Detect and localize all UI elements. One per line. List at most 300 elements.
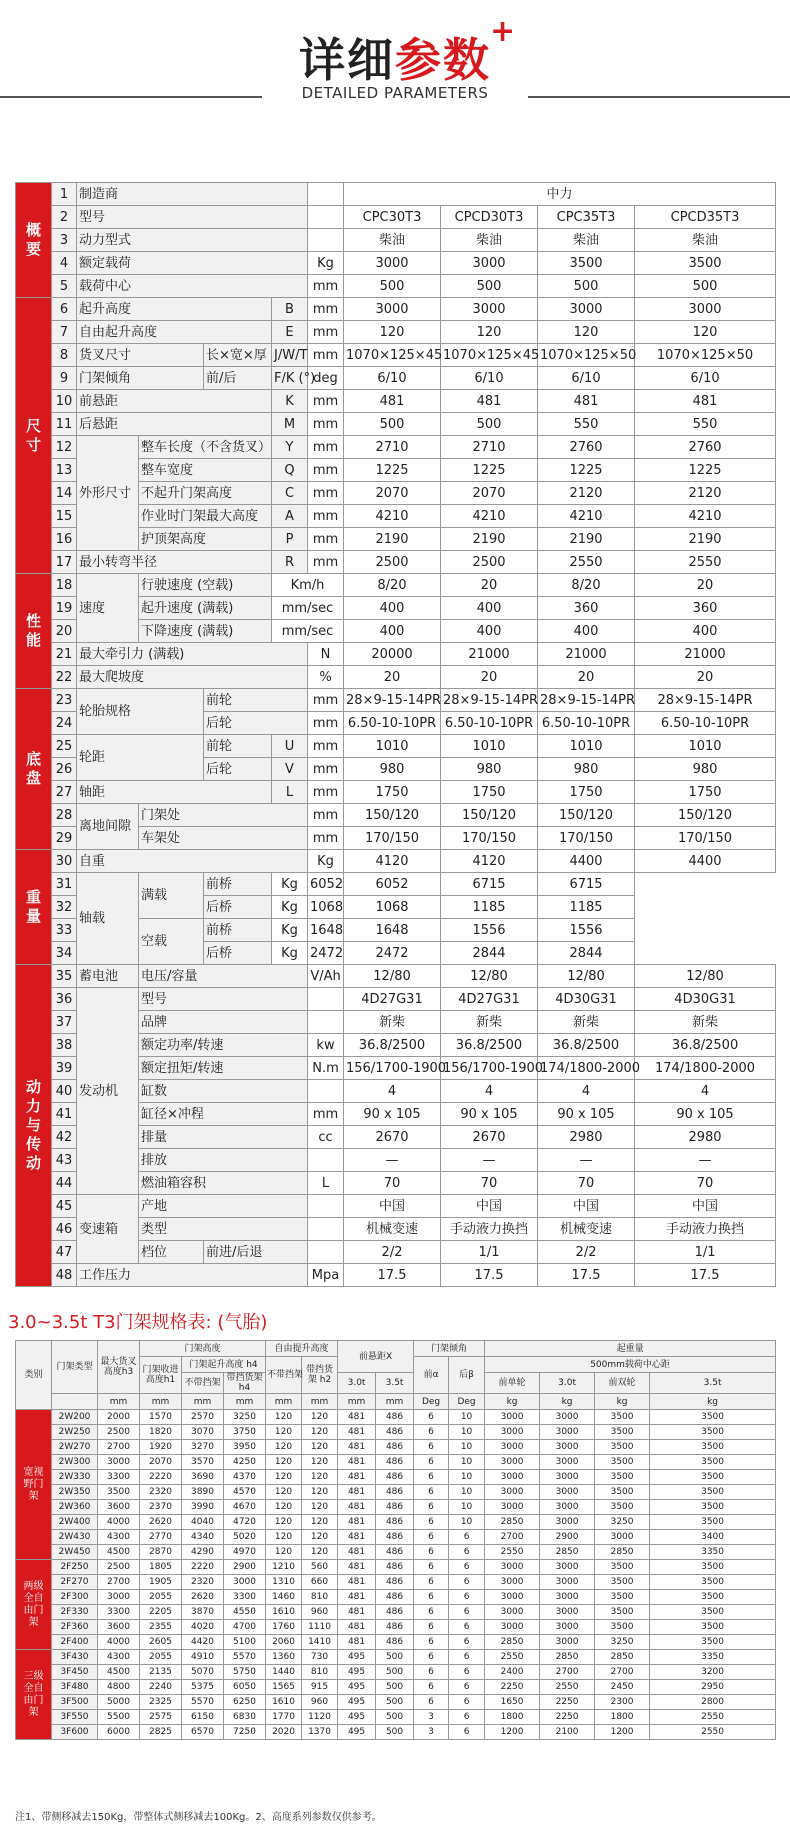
unit-cell: mm/sec (272, 597, 344, 620)
value-cell: CPCD30T3 (441, 206, 538, 229)
mast-row (16, 1425, 776, 1440)
mast-row (16, 1650, 776, 1665)
value-cell: 1648 (308, 919, 344, 942)
value-cell: 28×9-15-14PR (635, 689, 776, 712)
mast-value: 2055 (140, 1650, 182, 1665)
param-label: 起升速度 (满载) (139, 597, 272, 620)
mast-value: 2250 (540, 1695, 595, 1710)
mast-value: 3990 (182, 1500, 224, 1515)
value-cell: 20 (538, 666, 635, 689)
mast-value: 481 (338, 1575, 376, 1590)
mast-value: 6 (414, 1560, 449, 1575)
mast-value: 3500 (650, 1410, 776, 1425)
value-cell: 机械变速 (538, 1218, 635, 1241)
mast-value: 6 (414, 1545, 449, 1560)
mast-value: 486 (376, 1560, 414, 1575)
value-cell: 500 (344, 413, 441, 436)
mast-value: 3500 (650, 1605, 776, 1620)
mast-value: 4300 (98, 1530, 140, 1545)
mast-value: 2020 (266, 1725, 302, 1740)
value-cell: 156/1700-1900 (344, 1057, 441, 1080)
mast-value: 3500 (595, 1605, 650, 1620)
mast-value: 6 (414, 1695, 449, 1710)
mast-value: 1410 (302, 1635, 338, 1650)
mast-value: 810 (302, 1590, 338, 1605)
mast-value: 6 (449, 1635, 485, 1650)
value-cell: 手动液力换挡 (635, 1218, 776, 1241)
mast-value: 481 (338, 1560, 376, 1575)
mast-value: 3000 (485, 1455, 540, 1470)
mast-value: 2060 (266, 1635, 302, 1650)
mast-value: 6 (449, 1680, 485, 1695)
row-number: 30 (52, 850, 77, 873)
row-number: 20 (52, 620, 77, 643)
category-label: 重量 (16, 850, 52, 965)
mast-value: 481 (338, 1425, 376, 1440)
value-cell: 2070 (441, 482, 538, 505)
mast-value: 481 (338, 1515, 376, 1530)
row-number: 11 (52, 413, 77, 436)
value-cell: 4210 (538, 505, 635, 528)
unit-cell: mm (308, 275, 344, 298)
param-label: 轮距 (77, 735, 204, 781)
value-cell: 90 x 105 (635, 1103, 776, 1126)
value-cell: 6.50-10-10PR (441, 712, 538, 735)
value-cell: 90 x 105 (441, 1103, 538, 1126)
mast-row (16, 1440, 776, 1455)
row-number: 35 (52, 965, 77, 988)
value-cell: 500 (441, 413, 538, 436)
value-cell: 150/120 (538, 804, 635, 827)
mast-value: 500 (376, 1680, 414, 1695)
mast-value: 2700 (595, 1665, 650, 1680)
mast-value: 4000 (98, 1515, 140, 1530)
unit-cell: mm (338, 1394, 376, 1410)
unit-cell (308, 1241, 344, 1264)
header-with-guard: 带挡货架 h4 (224, 1373, 266, 1394)
unit-cell: kg (650, 1394, 776, 1410)
mast-value: 3000 (540, 1470, 595, 1485)
mast-value: 5070 (182, 1665, 224, 1680)
value-cell: 21000 (538, 643, 635, 666)
symbol-cell: C (272, 482, 308, 505)
mast-value: 10 (449, 1515, 485, 1530)
mast-value: 486 (376, 1470, 414, 1485)
mast-value: 3500 (650, 1590, 776, 1605)
value-cell: 550 (538, 413, 635, 436)
value-cell: 170/150 (344, 827, 441, 850)
mast-value: 2325 (140, 1695, 182, 1710)
value-cell: 3000 (441, 252, 538, 275)
spec-row (16, 344, 776, 367)
spec-row (16, 229, 776, 252)
param-label: 长×宽×厚 (204, 344, 272, 367)
mast-row (16, 1530, 776, 1545)
value-cell: 2500 (441, 551, 538, 574)
mast-value: 486 (376, 1410, 414, 1425)
mast-value: 2500 (98, 1560, 140, 1575)
value-cell: 1010 (344, 735, 441, 758)
value-cell: 6.50-10-10PR (635, 712, 776, 735)
param-label: 额定载荷 (77, 252, 308, 275)
mast-value: 10 (449, 1425, 485, 1440)
mast-value: 2850 (595, 1545, 650, 1560)
value-cell: 70 (635, 1172, 776, 1195)
mast-value: 3000 (485, 1485, 540, 1500)
mast-group-label: 两级全自由门架 (16, 1560, 52, 1650)
mast-model: 2F250 (52, 1560, 98, 1575)
value-cell: 481 (344, 390, 441, 413)
value-cell: 500 (538, 275, 635, 298)
mast-value: 3000 (540, 1575, 595, 1590)
header-load: 起重量 (485, 1341, 776, 1357)
row-number: 1 (52, 183, 77, 206)
value-cell: 17.5 (344, 1264, 441, 1287)
mast-value: 6 (414, 1530, 449, 1545)
mast-value: 10 (449, 1470, 485, 1485)
row-number: 5 (52, 275, 77, 298)
category-label: 性能 (16, 574, 52, 689)
value-cell: 1750 (441, 781, 538, 804)
mast-value: 2850 (540, 1650, 595, 1665)
value-cell: — (344, 1149, 441, 1172)
value-cell: 2/2 (344, 1241, 441, 1264)
value-cell: 1070×125×45 (441, 344, 538, 367)
value-cell: 28×9-15-14PR (441, 689, 538, 712)
mast-value: 6570 (182, 1725, 224, 1740)
value-cell: 500 (441, 275, 538, 298)
spec-row (16, 367, 776, 390)
param-label: 品牌 (139, 1011, 308, 1034)
value-cell: 4D30G31 (538, 988, 635, 1011)
param-label: 最大爬坡度 (77, 666, 308, 689)
unit-cell: kw (308, 1034, 344, 1057)
unit-cell: mm (308, 551, 344, 574)
unit-cell: mm (308, 459, 344, 482)
mast-value: 481 (338, 1440, 376, 1455)
mast-value: 500 (376, 1650, 414, 1665)
mast-value: 5750 (224, 1665, 266, 1680)
mast-value: 500 (376, 1710, 414, 1725)
value-cell: 4 (635, 1080, 776, 1103)
value-cell: 机械变速 (344, 1218, 441, 1241)
spec-row (16, 1264, 776, 1287)
unit-cell: mm (308, 482, 344, 505)
value-cell: 360 (538, 597, 635, 620)
mast-value: 3500 (650, 1500, 776, 1515)
row-number: 23 (52, 689, 77, 712)
row-number: 33 (52, 919, 77, 942)
value-cell: 3500 (635, 252, 776, 275)
unit-cell: L (308, 1172, 344, 1195)
mast-value: 5500 (98, 1710, 140, 1725)
value-cell: 36.8/2500 (538, 1034, 635, 1057)
value-cell: 28×9-15-14PR (344, 689, 441, 712)
unit-cell: kg (595, 1394, 650, 1410)
mast-value: 1760 (266, 1620, 302, 1635)
mast-model: 3F430 (52, 1650, 98, 1665)
unit-cell: N.m (308, 1057, 344, 1080)
mast-value: 1460 (266, 1590, 302, 1605)
mast-value: 495 (338, 1710, 376, 1725)
row-number: 28 (52, 804, 77, 827)
mast-value: 486 (376, 1545, 414, 1560)
mast-value: 500 (376, 1665, 414, 1680)
mast-value: 5020 (224, 1530, 266, 1545)
unit-cell: mm (98, 1394, 140, 1410)
row-number: 12 (52, 436, 77, 459)
mast-value: 120 (302, 1500, 338, 1515)
mast-value: 3500 (650, 1440, 776, 1455)
mast-value: 6 (414, 1680, 449, 1695)
value-cell: CPC30T3 (344, 206, 441, 229)
value-cell: 980 (538, 758, 635, 781)
header-mast-type: 门架类型 (52, 1341, 98, 1394)
header-single-3t: 3.0t (540, 1373, 595, 1394)
param-label: 电压/容量 (139, 965, 308, 988)
mast-group-label: 宽视野门架 (16, 1410, 52, 1560)
mast-value: 6 (449, 1545, 485, 1560)
mast-value: 2620 (140, 1515, 182, 1530)
mast-value: 3300 (98, 1605, 140, 1620)
mast-value: 4020 (182, 1620, 224, 1635)
mast-value: 2850 (540, 1545, 595, 1560)
mast-value: 6 (414, 1470, 449, 1485)
value-cell: 28×9-15-14PR (538, 689, 635, 712)
mast-value: 3500 (595, 1500, 650, 1515)
param-label: 前轮 (204, 689, 308, 712)
mast-value: 6830 (224, 1710, 266, 1725)
value-cell: 150/120 (344, 804, 441, 827)
value-cell: 2710 (344, 436, 441, 459)
value-cell: 3500 (538, 252, 635, 275)
row-number: 18 (52, 574, 77, 597)
param-label: 载荷中心 (77, 275, 308, 298)
mast-value: 2135 (140, 1665, 182, 1680)
unit-cell (308, 1195, 344, 1218)
mast-row (16, 1455, 776, 1470)
mast-value: 4700 (224, 1620, 266, 1635)
unit-cell (308, 988, 344, 1011)
value-cell: 1225 (344, 459, 441, 482)
mast-value: 6 (414, 1410, 449, 1425)
mast-value: 3000 (540, 1560, 595, 1575)
spec-row (16, 643, 776, 666)
mast-value: 3000 (540, 1620, 595, 1635)
value-cell: 20 (441, 574, 538, 597)
mast-value: 5570 (224, 1650, 266, 1665)
mast-value: 2500 (98, 1425, 140, 1440)
header-h3: 最大货叉高度h3 (98, 1341, 140, 1394)
mast-row (16, 1680, 776, 1695)
value-cell: 170/150 (538, 827, 635, 850)
mast-value: 6 (449, 1710, 485, 1725)
mast-model: 2W400 (52, 1515, 98, 1530)
mast-value: 2900 (224, 1560, 266, 1575)
value-cell: 4210 (441, 505, 538, 528)
mast-value: 4500 (98, 1545, 140, 1560)
mast-model: 2W250 (52, 1425, 98, 1440)
mast-value: 6 (449, 1650, 485, 1665)
param-label: 空载 (139, 919, 204, 965)
symbol-cell: U (272, 735, 308, 758)
mast-value: 5375 (182, 1680, 224, 1695)
row-number: 6 (52, 298, 77, 321)
mast-value: 2700 (540, 1665, 595, 1680)
mast-value: 10 (449, 1410, 485, 1425)
param-label: 门架倾角 (77, 367, 204, 390)
mast-value: 3000 (540, 1440, 595, 1455)
mast-value: 3350 (650, 1650, 776, 1665)
mast-value: 2400 (485, 1665, 540, 1680)
value-cell: 2472 (344, 942, 441, 965)
unit-cell: mm (308, 735, 344, 758)
value-cell: 90 x 105 (344, 1103, 441, 1126)
mast-value: 3000 (540, 1590, 595, 1605)
mast-value: 6 (449, 1605, 485, 1620)
param-label: 货叉尺寸 (77, 344, 204, 367)
value-cell: CPC35T3 (538, 206, 635, 229)
mast-value: 120 (266, 1500, 302, 1515)
value-cell: 90 x 105 (538, 1103, 635, 1126)
unit-cell: mm (308, 712, 344, 735)
value-cell: 1070×125×45 (344, 344, 441, 367)
value-cell: 1648 (344, 919, 441, 942)
mast-value: 3500 (650, 1470, 776, 1485)
mast-model: 2W200 (52, 1410, 98, 1425)
unit-cell: mm (308, 1103, 344, 1126)
mast-value: 6 (414, 1635, 449, 1650)
mast-value: 4420 (182, 1635, 224, 1650)
param-label: 离地间隙 (77, 804, 139, 850)
unit-cell (308, 1218, 344, 1241)
value-cell: 2190 (635, 528, 776, 551)
row-number: 36 (52, 988, 77, 1011)
spec-row (16, 183, 776, 206)
value-cell: — (441, 1149, 538, 1172)
mast-value: 3 (414, 1710, 449, 1725)
spec-row (16, 873, 776, 896)
unit-cell (308, 183, 344, 206)
mast-value: 2320 (182, 1575, 224, 1590)
mast-value: 810 (302, 1665, 338, 1680)
param-label: 额定功率/转速 (139, 1034, 308, 1057)
value-cell: 1225 (538, 459, 635, 482)
mast-value: 2205 (140, 1605, 182, 1620)
mast-value: 4340 (182, 1530, 224, 1545)
mast-value: 2320 (140, 1485, 182, 1500)
value-cell: 1010 (441, 735, 538, 758)
param-label: 轴距 (77, 781, 272, 804)
mast-value: 486 (376, 1425, 414, 1440)
mast-value: 3500 (650, 1560, 776, 1575)
unit-cell: mm (308, 413, 344, 436)
unit-cell: mm (308, 298, 344, 321)
value-cell: 550 (635, 413, 776, 436)
value-cell: 4D27G31 (441, 988, 538, 1011)
mast-value: 486 (376, 1455, 414, 1470)
param-label: 轮胎规格 (77, 689, 204, 735)
unit-cell: Mpa (308, 1264, 344, 1287)
mast-value: 1200 (485, 1725, 540, 1740)
footnote: 注1、带侧移减去150Kg，带整体式侧移减去100Kg。2、高度系列参数仅供参考。 (15, 1812, 382, 1823)
spec-row (16, 252, 776, 275)
mast-value: 1370 (302, 1725, 338, 1740)
param-label: 额定扭矩/转速 (139, 1057, 308, 1080)
mast-value: 3000 (540, 1455, 595, 1470)
mast-value: 730 (302, 1650, 338, 1665)
category-label: 尺寸 (16, 298, 52, 574)
mast-value: 3570 (182, 1455, 224, 1470)
row-number: 26 (52, 758, 77, 781)
unit-cell: mm (308, 344, 344, 367)
mast-value: 486 (376, 1620, 414, 1635)
spec-row (16, 275, 776, 298)
header-free-lift: 自由提升高度 (266, 1341, 338, 1357)
value-cell: 2760 (538, 436, 635, 459)
header-h2: 带挡货架 h2 (302, 1357, 338, 1394)
symbol-cell: 前桥 (204, 873, 272, 896)
param-label: 制造商 (77, 183, 308, 206)
mast-value: 1120 (302, 1710, 338, 1725)
value-cell: 500 (635, 275, 776, 298)
mast-value: 3500 (650, 1620, 776, 1635)
symbol-cell: Y (272, 436, 308, 459)
header-tilt: 门架倾角 (414, 1341, 485, 1357)
mast-value: 3000 (224, 1575, 266, 1590)
value-cell: 6052 (344, 873, 441, 896)
mast-value: 3500 (595, 1425, 650, 1440)
mast-value: 481 (338, 1485, 376, 1500)
mast-value: 495 (338, 1665, 376, 1680)
value-cell: 21000 (441, 643, 538, 666)
header-x-35t: 3.5t (376, 1373, 414, 1394)
param-label: 自由起升高度 (77, 321, 272, 344)
mast-value: 2240 (140, 1680, 182, 1695)
unit-cell: % (308, 666, 344, 689)
value-cell: 2980 (635, 1126, 776, 1149)
param-label: 产地 (139, 1195, 308, 1218)
symbol-cell: 后桥 (204, 896, 272, 919)
header-beta: 后β (449, 1357, 485, 1394)
mast-value: 10 (449, 1485, 485, 1500)
row-number: 13 (52, 459, 77, 482)
mast-value: 4370 (224, 1470, 266, 1485)
unit-cell: mm (308, 390, 344, 413)
value-cell: 1556 (441, 919, 538, 942)
mast-value: 7250 (224, 1725, 266, 1740)
value-cell: 1070×125×50 (635, 344, 776, 367)
spec-row (16, 735, 776, 758)
mast-value: 486 (376, 1500, 414, 1515)
mast-value: 3500 (595, 1560, 650, 1575)
value-cell: 36.8/2500 (344, 1034, 441, 1057)
unit-cell (308, 206, 344, 229)
value-cell: 20 (441, 666, 538, 689)
unit-cell: mm (308, 321, 344, 344)
value-cell: 4 (441, 1080, 538, 1103)
mast-value: 1650 (485, 1695, 540, 1710)
unit-cell: mm (308, 758, 344, 781)
mast-value: 6 (449, 1620, 485, 1635)
value-cell: 400 (344, 620, 441, 643)
header-no-guard: 不带挡架 (182, 1373, 224, 1394)
param-label: 后悬距 (77, 413, 272, 436)
header (0, 0, 790, 120)
mast-model: 2W430 (52, 1530, 98, 1545)
mast-model: 2F330 (52, 1605, 98, 1620)
value-cell: 12/80 (538, 965, 635, 988)
